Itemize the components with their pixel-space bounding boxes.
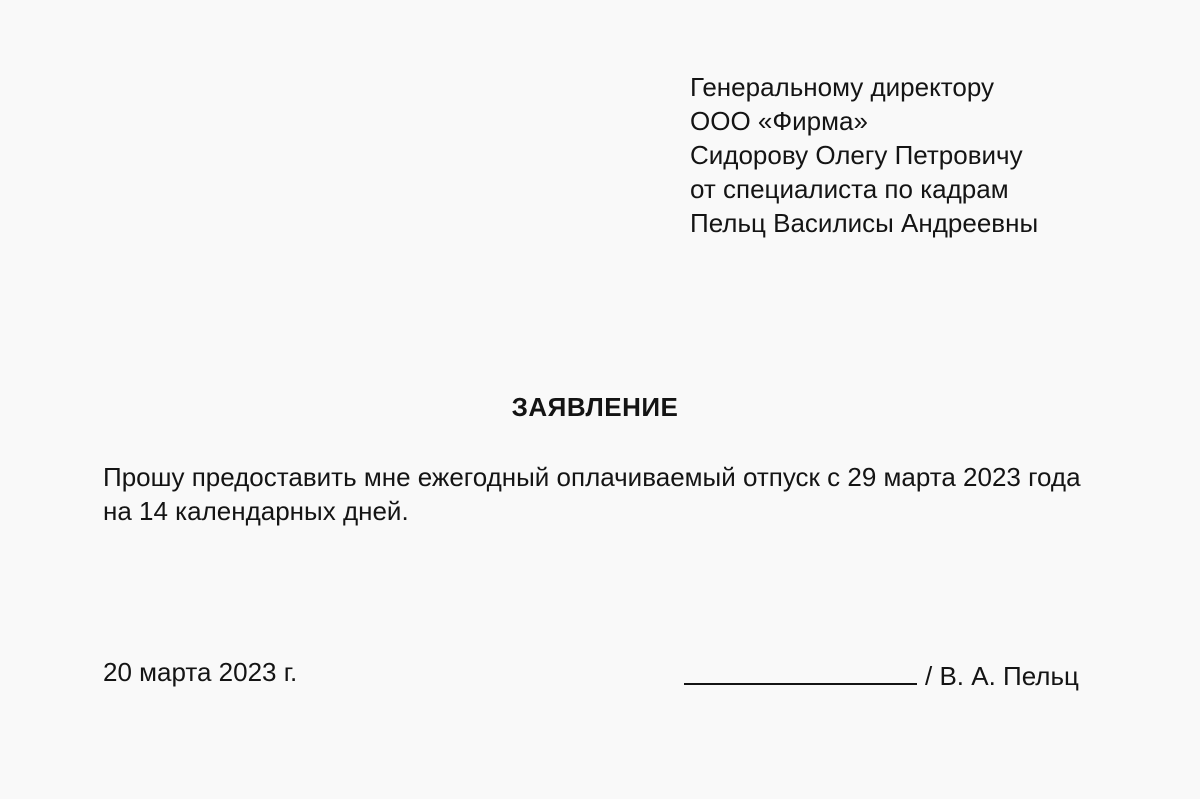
addressee-block [690, 70, 1038, 240]
body-line-2: на 14 календарных дней. [103, 496, 409, 526]
document-title: ЗАЯВЛЕНИЕ [511, 392, 679, 422]
signature-line [684, 655, 917, 685]
addressee-line-director-name: Сидорову Олегу Петровичу [690, 140, 1023, 170]
addressee-line-position: Генеральному директору [690, 72, 994, 102]
application-body [103, 460, 1103, 528]
body-line-1: Прошу предоставить мне ежегодный оплачиваемый отпуск с 29 марта 2023 года [103, 462, 1081, 492]
addressee-line-sender-position: от специалиста по кадрам [690, 174, 1009, 204]
application-date: 20 марта 2023 г. [103, 657, 298, 687]
signature-name: / В. А. Пельц [925, 661, 1079, 691]
signature-block [684, 655, 1079, 693]
addressee-line-sender-name: Пельц Василисы Андреевны [690, 208, 1039, 238]
addressee-line-company: ООО «Фирма» [690, 106, 868, 136]
